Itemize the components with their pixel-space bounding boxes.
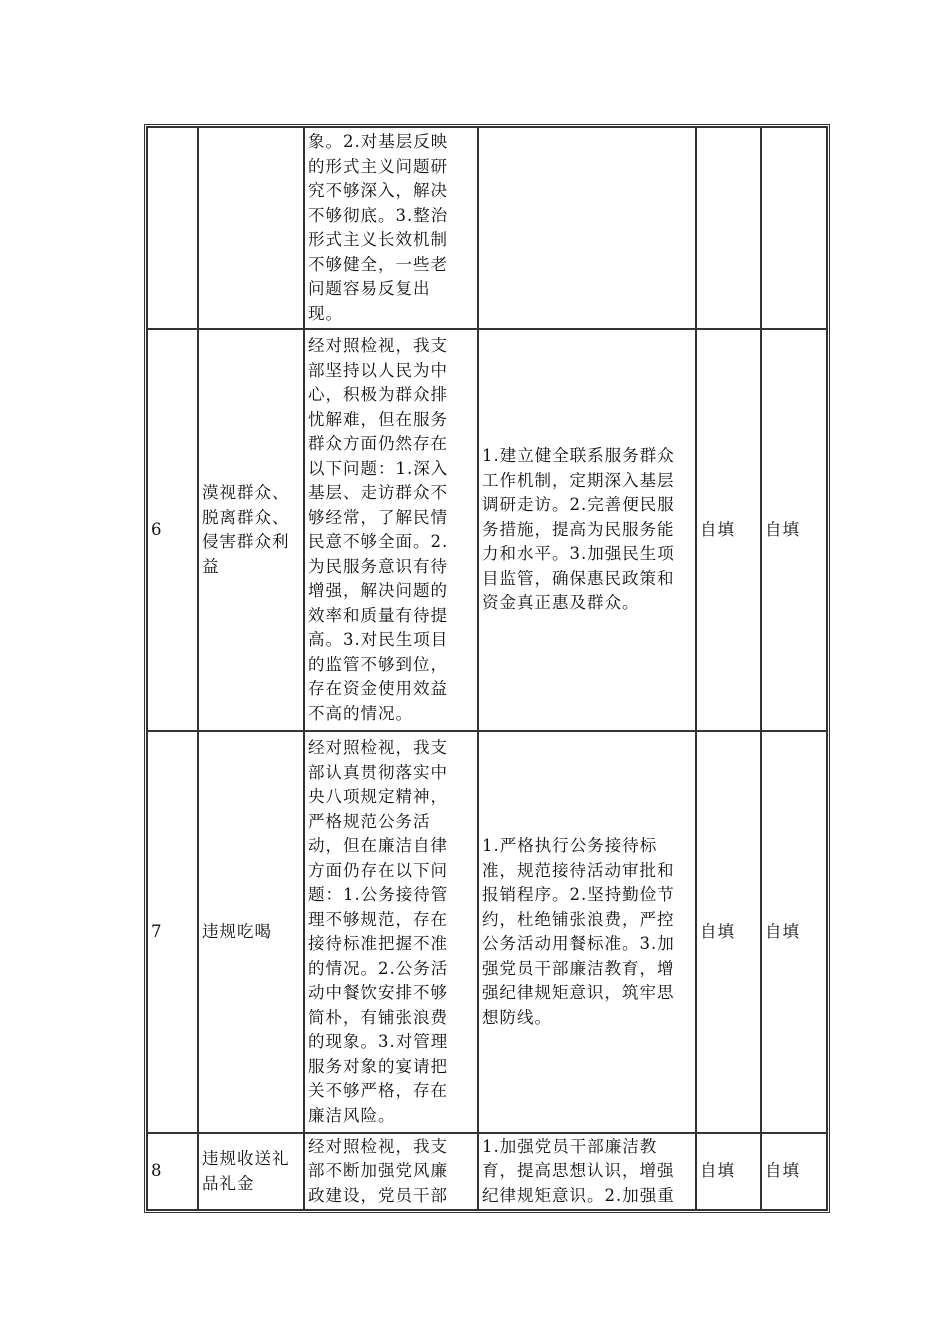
text-line: 不高的情况。 <box>308 703 413 723</box>
text-line: 的现象。3.对管理 <box>308 1032 449 1051</box>
problem-description <box>304 329 478 731</box>
rectification-measures <box>478 329 696 731</box>
text-line: 报销程序。2.坚持勤俭节 <box>482 885 675 904</box>
text-line: 存在资金使用效益 <box>308 679 448 698</box>
text-line: 违规吃喝 <box>202 921 272 941</box>
text-line: 纪律规矩意识。2.加强重 <box>482 1185 675 1205</box>
table-row <box>147 127 827 329</box>
text-line: 务措施，提高为民服务能 <box>482 519 675 539</box>
table-row <box>147 731 827 1133</box>
text-line: 服务对象的宴请把 <box>308 1056 448 1076</box>
text-line: 为民服务意识有待 <box>308 556 448 576</box>
deadline: 自填 <box>761 329 827 731</box>
deadline: 自填 <box>761 731 827 1133</box>
text-line: 题：1.公务接待管 <box>308 885 449 904</box>
deadline: 自填 <box>761 1133 827 1210</box>
text-line: 不够健全，一些老 <box>308 254 448 274</box>
text-line: 政建设，党员干部 <box>308 1185 448 1205</box>
rectification-measures <box>478 1133 696 1210</box>
text-line: 央八项规定精神， <box>308 787 448 806</box>
text-line: 的监管不够到位， <box>308 654 448 674</box>
text-line: 问题容易反复出 <box>308 279 431 298</box>
text-line: 廉洁风险。 <box>308 1105 396 1125</box>
text-line: 1.建立健全联系服务群众 <box>482 446 675 466</box>
row-number: 8 <box>147 1133 198 1210</box>
text-line: 育，提高思想认识，增强 <box>482 1161 675 1181</box>
row-number: 7 <box>147 731 198 1133</box>
text-line: 群众方面仍然存在 <box>308 434 448 453</box>
text-line: 的情况。2.公务活 <box>308 958 449 978</box>
text-line: 资金真正惠及群众。 <box>482 593 640 613</box>
responsible-person: 自填 <box>696 731 761 1133</box>
text-line: 想防线。 <box>482 1007 552 1027</box>
text-line: 动中餐饮安排不够 <box>308 983 448 1002</box>
text-line: 脱离群众、 <box>202 507 290 527</box>
text-line: 心，积极为群众排 <box>308 385 448 404</box>
row-number <box>147 127 198 329</box>
table-row <box>147 1133 827 1210</box>
text-line: 约，杜绝铺张浪费，严控 <box>482 909 675 929</box>
text-line: 理不够规范，存在 <box>308 909 448 929</box>
problem-category <box>198 1133 304 1210</box>
text-line: 益 <box>202 556 220 576</box>
text-line: 高。3.对民生项目 <box>308 630 449 649</box>
problem-description <box>304 731 478 1133</box>
text-line: 动，但在廉洁自律 <box>308 836 448 855</box>
problem-category <box>198 329 304 731</box>
responsible-person: 自填 <box>696 329 761 731</box>
text-line: 接待标准把握不准 <box>308 934 448 953</box>
text-line: 不够彻底。3.整治 <box>308 205 449 225</box>
text-line: 经对照检视，我支 <box>308 738 448 757</box>
text-line: 公务活动用餐标准。3.加 <box>482 934 675 953</box>
text-line: 的形式主义问题研 <box>308 156 448 176</box>
text-line: 品礼金 <box>202 1173 255 1193</box>
problem-description <box>304 1133 478 1210</box>
text-line: 1.严格执行公务接待标 <box>482 836 658 855</box>
text-line: 调研走访。2.完善便民服 <box>482 495 675 515</box>
text-line: 力和水平。3.加强民生项 <box>482 544 675 564</box>
text-line: 关不够严格，存在 <box>308 1081 448 1100</box>
text-line: 部认真贯彻落实中 <box>308 762 448 782</box>
rectification-table <box>144 124 830 1213</box>
text-line: 简朴，有铺张浪费 <box>308 1007 448 1027</box>
responsible-person <box>696 127 761 329</box>
text-line: 效率和质量有待提 <box>308 605 448 625</box>
row-number: 6 <box>147 329 198 731</box>
text-line: 基层、走访群众不 <box>308 483 448 502</box>
deadline <box>761 127 827 329</box>
text-line: 部坚持以人民为中 <box>308 360 448 380</box>
problem-description <box>304 127 478 329</box>
text-line: 准，规范接待活动审批和 <box>482 860 675 880</box>
text-line: 形式主义长效机制 <box>308 230 448 249</box>
text-line: 民意不够全面。2. <box>308 532 449 551</box>
text-line: 目监管，确保惠民政策和 <box>482 568 675 588</box>
problem-category <box>198 731 304 1133</box>
text-line: 象。2.对基层反映 <box>308 132 449 151</box>
text-line: 强纪律规矩意识，筑牢思 <box>482 983 675 1002</box>
text-line: 漠视群众、 <box>202 483 290 502</box>
text-line: 以下问题：1.深入 <box>308 458 449 478</box>
text-line: 违规收送礼 <box>202 1149 290 1168</box>
text-line: 现。 <box>308 303 343 323</box>
text-line: 方面仍存在以下问 <box>308 860 448 880</box>
text-line: 部不断加强党风廉 <box>308 1161 448 1181</box>
text-line: 工作机制，定期深入基层 <box>482 470 675 490</box>
rectification-measures <box>478 127 696 329</box>
problem-category <box>198 127 304 329</box>
text-line: 严格规范公务活 <box>308 811 431 831</box>
text-line: 1.加强党员干部廉洁教 <box>482 1136 658 1156</box>
text-line: 究不够深入，解决 <box>308 181 448 200</box>
text-line: 强党员干部廉洁教育，增 <box>482 958 675 978</box>
text-line: 经对照检视，我支 <box>308 336 448 355</box>
text-line: 侵害群众利 <box>202 532 290 551</box>
text-line: 忧解难，但在服务 <box>308 409 448 429</box>
responsible-person: 自填 <box>696 1133 761 1210</box>
text-line: 增强，解决问题的 <box>308 581 448 600</box>
rectification-measures <box>478 731 696 1133</box>
table-row <box>147 329 827 731</box>
text-line: 够经常，了解民情 <box>308 507 448 527</box>
text-line: 经对照检视，我支 <box>308 1136 448 1156</box>
